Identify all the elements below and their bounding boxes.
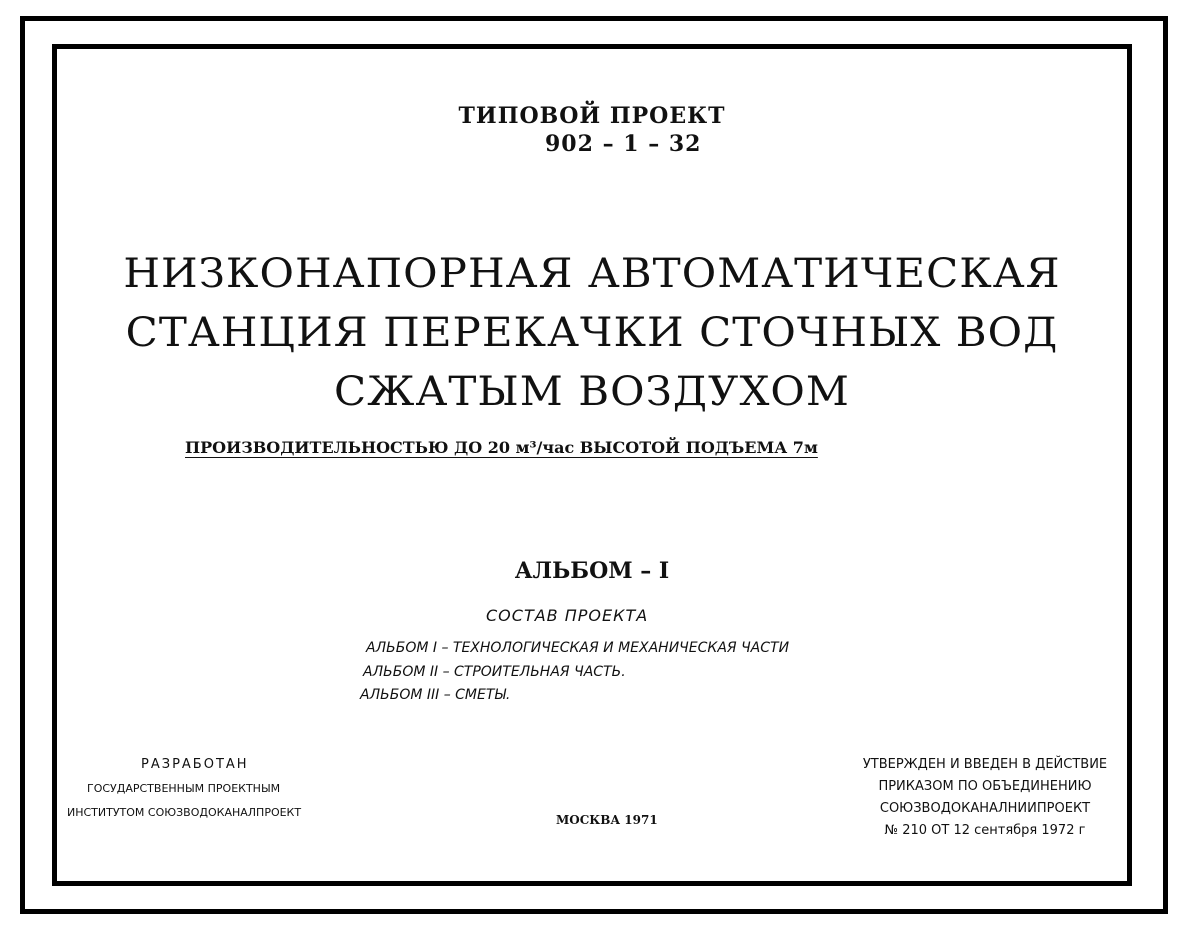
approval-line-3: СОЮЗВОДОКАНАЛНИИПРОЕКТ (879, 801, 1091, 816)
title-line-3: СЖАТЫМ ВОЗДУХОМ (334, 369, 850, 415)
project-number: 902 – 1 – 32 (545, 131, 702, 157)
developer-line-1: ГОСУДАРСТВЕННЫМ ПРОЕКТНЫМ (87, 782, 281, 795)
album-list-item: АЛЬБОМ I – ТЕХНОЛОГИЧЕСКАЯ И МЕХАНИЧЕСКАЯ ЧАСТИ (366, 640, 790, 656)
approval-line-2: ПРИКАЗОМ ПО ОБЪЕДИНЕНИЮ (878, 779, 1092, 794)
city-year: МОСКВА 1971 (556, 813, 658, 827)
album-heading: АЛЬБОМ – I (514, 558, 670, 584)
composition-heading: СОСТАВ ПРОЕКТА (486, 606, 649, 625)
project-label: ТИПОВОЙ ПРОЕКТ (458, 103, 726, 129)
title-line-1: НИЗКОНАПОРНАЯ АВТОМАТИЧЕСКАЯ (123, 251, 1061, 297)
capacity-subtitle: ПРОИЗВОДИТЕЛЬНОСТЬЮ ДО 20 м³/час ВЫСОТОЙ ПОДЪЕМА 7м (185, 438, 818, 457)
title-line-2: СТАНЦИЯ ПЕРЕКАЧКИ СТОЧНЫХ ВОД (125, 310, 1059, 356)
album-list-item: АЛЬБОМ III – СМЕТЫ. (360, 687, 511, 703)
approval-line-1: УТВЕРЖДЕН И ВВЕДЕН В ДЕЙСТВИЕ (862, 757, 1108, 772)
approval-line-4: № 210 ОТ 12 сентября 1972 г (884, 823, 1086, 838)
developer-line-2: ИНСТИТУТОМ СОЮЗВОДОКАНАЛПРОЕКТ (67, 806, 302, 819)
album-list-item: АЛЬБОМ II – СТРОИТЕЛЬНАЯ ЧАСТЬ. (363, 664, 626, 680)
developer-title: РАЗРАБОТАН (141, 757, 249, 772)
